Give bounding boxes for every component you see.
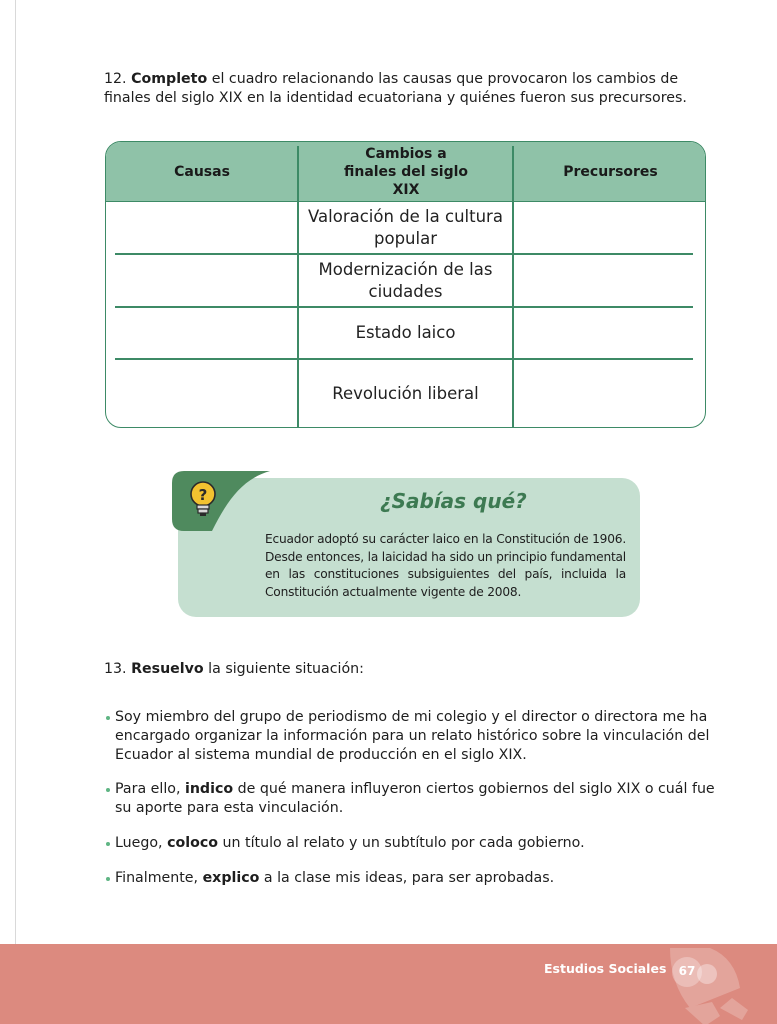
cell-precursor-3[interactable] (514, 308, 706, 358)
list-item-text: un título al relato y un subtítulo por cada gobierno. (218, 835, 585, 851)
list-item (106, 708, 718, 765)
page-margin-line (15, 0, 16, 1024)
list-item (106, 780, 718, 818)
svg-text:?: ? (198, 486, 208, 504)
rocket-icon (650, 944, 750, 1024)
cell-causa-1[interactable] (106, 202, 297, 253)
header-precursores: Precursores (563, 163, 658, 180)
lightbulb-question-icon (187, 480, 219, 520)
bullet-dot-icon (106, 842, 110, 846)
list-item-bold: indico (184, 781, 234, 797)
list-item-text: a la clase mis ideas, para ser aprobadas. (259, 870, 555, 886)
bullet-dot-icon (106, 716, 110, 720)
sabias-que-text: Ecuador adoptó su carácter laico en la Constitución de 1906. Desde entonces, la laicidad ha sido un principio fundamental en las constituciones subsiguientes del país, incluida la Constitución actualmente vigente de 2008. (265, 532, 626, 599)
list-item-text: Finalmente, (115, 870, 203, 886)
question-13 (104, 660, 364, 679)
list-item (106, 869, 718, 888)
cell-precursor-2[interactable] (514, 255, 706, 306)
question-12-verb: Completo (131, 71, 208, 87)
bullet-dot-icon (106, 877, 110, 881)
question-12-text: el cuadro relacionando las causas que provocaron los cambios de finales del siglo XIX en la identidad ecuatoriana y quiénes fueron sus precursores. (104, 71, 687, 106)
header-causas: Causas (174, 163, 230, 180)
instruction-list (106, 708, 718, 888)
bullet-dot-icon (106, 788, 110, 792)
list-item-text: Soy miembro del grupo de periodismo de mi colegio y el director o directora me ha encargado organizar la información para un relato histórico sobre la vinculación del Ecuador al sistema mundial de producción en el siglo XIX. (115, 709, 710, 763)
cell-causa-2[interactable] (106, 255, 297, 306)
question-13-number: 13. (104, 661, 127, 677)
cell-causa-3[interactable] (106, 308, 297, 358)
cell-cambio-4: Revolución liberal (332, 384, 479, 403)
footer-subject: Estudios Sociales (544, 961, 667, 976)
cell-cambio-3: Estado laico (355, 323, 456, 342)
causes-table (105, 141, 706, 428)
list-item-text: Luego, (115, 835, 168, 851)
question-12-number: 12. (104, 71, 127, 87)
page-number: 67 (678, 964, 696, 978)
cell-precursor-1[interactable] (514, 202, 706, 253)
cell-precursor-4[interactable] (514, 360, 706, 428)
question-12 (104, 70, 716, 108)
header-cambios: Cambios a finales del siglo XIX (343, 145, 469, 198)
list-item-text: de qué manera influyeron ciertos gobiernos del siglo XIX o cuál fue su aporte para esta vinculación. (115, 781, 715, 816)
cell-cambio-2: Modernización de las ciudades (318, 259, 493, 301)
cell-cambio-1: Valoración de la cultura popular (308, 206, 503, 248)
list-item (106, 834, 718, 853)
question-13-text: la siguiente situación: (203, 661, 364, 677)
cell-causa-4[interactable] (106, 360, 297, 428)
question-13-verb: Resuelvo (131, 661, 204, 677)
list-item-bold: coloco (167, 835, 219, 851)
page-footer (0, 944, 777, 1024)
sabias-que-title: ¿Sabías qué? (380, 489, 527, 513)
list-item-bold: explico (202, 870, 260, 886)
list-item-text: Para ello, (115, 781, 185, 797)
